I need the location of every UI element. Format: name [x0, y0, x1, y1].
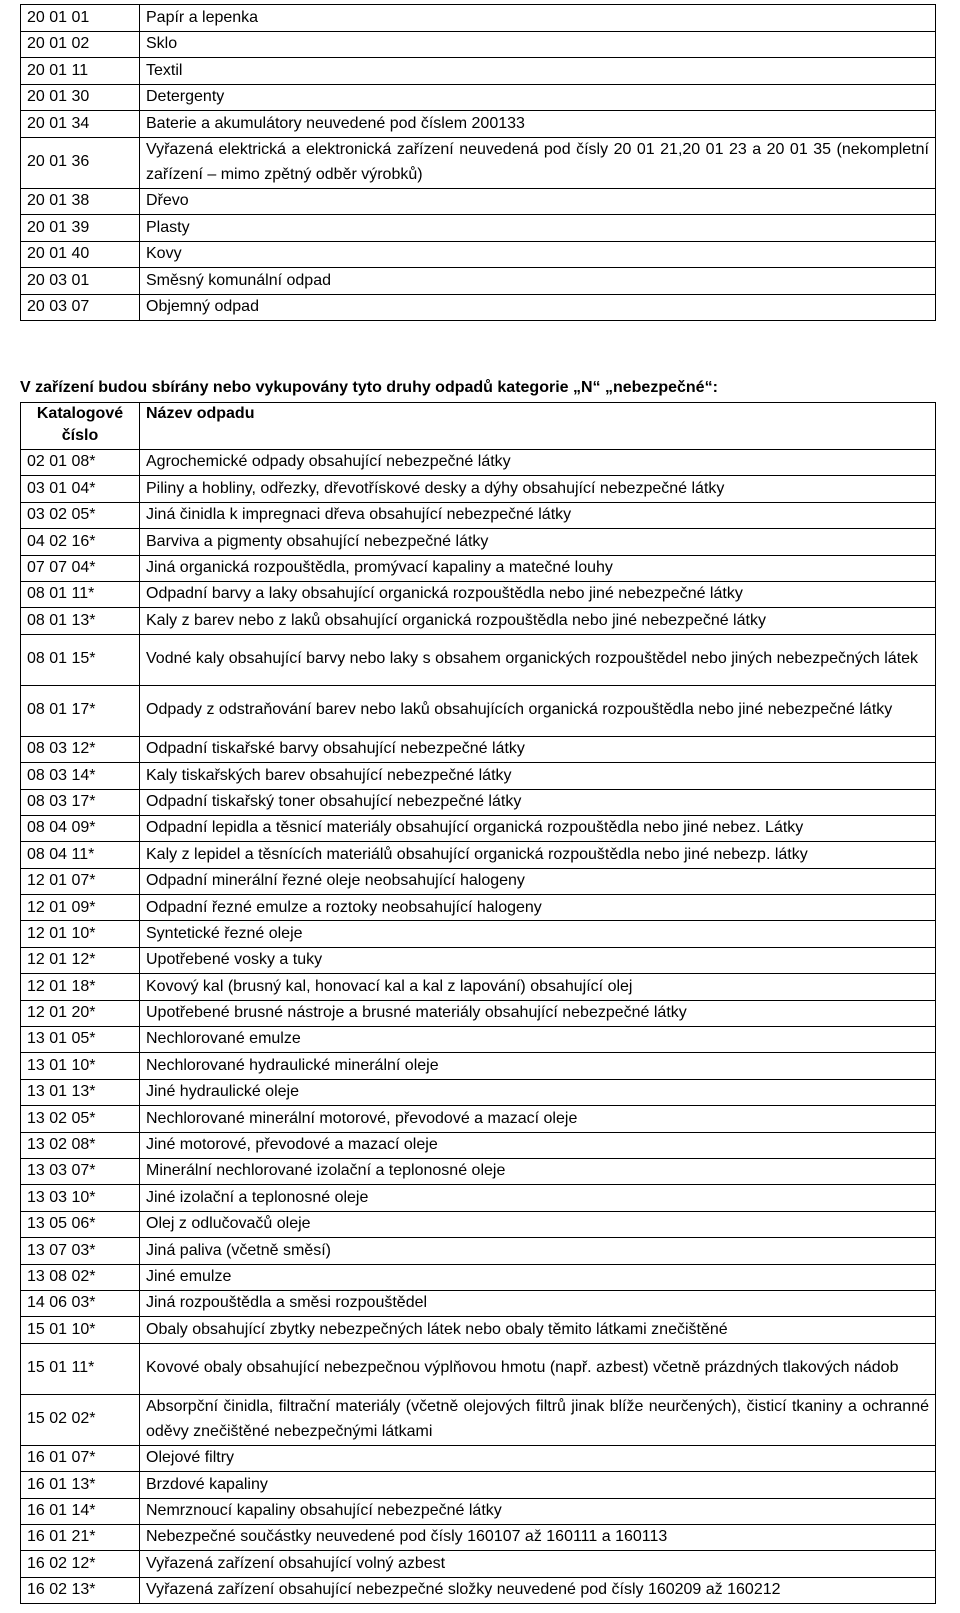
table-row [21, 974, 936, 1000]
waste-name: Piliny a hobliny, odřezky, dřevotřískové desky a dýhy obsahující nebezpečné látky [140, 476, 936, 502]
waste-name: Objemný odpad [140, 294, 936, 321]
waste-code: 20 01 40 [21, 241, 140, 268]
waste-name: Odpadní řezné emulze a roztoky neobsahující halogeny [140, 895, 936, 921]
waste-code: 16 01 07* [21, 1445, 140, 1471]
waste-code: 20 01 02 [21, 31, 140, 58]
waste-name: Odpadní minerální řezné oleje neobsahující halogeny [140, 868, 936, 894]
waste-table-hazardous [20, 402, 936, 1604]
waste-code: 08 01 17* [21, 685, 140, 736]
waste-code: 12 01 12* [21, 947, 140, 973]
table-row [21, 1053, 936, 1079]
table-row [21, 215, 936, 242]
waste-name: Kaly tiskařských barev obsahující nebezpečné látky [140, 763, 936, 789]
waste-code: 20 03 07 [21, 294, 140, 321]
table-row [21, 1524, 936, 1550]
waste-name: Kovy [140, 241, 936, 268]
waste-code: 20 01 01 [21, 5, 140, 32]
table-row [21, 895, 936, 921]
table-row [21, 111, 936, 138]
waste-name: Odpadní tiskařský toner obsahující nebezpečné látky [140, 789, 936, 815]
waste-name: Sklo [140, 31, 936, 58]
waste-code: 08 01 15* [21, 634, 140, 685]
waste-name: Vodné kaly obsahující barvy nebo laky s obsahem organických rozpouštědel nebo jiných nebezpečných látek [140, 634, 936, 685]
waste-code: 13 02 05* [21, 1106, 140, 1132]
column-header-name: Název odpadu [140, 403, 936, 450]
waste-code: 14 06 03* [21, 1290, 140, 1316]
waste-name: Barviva a pigmenty obsahující nebezpečné látky [140, 529, 936, 555]
table-row [21, 634, 936, 685]
table-row [21, 763, 936, 789]
table-row [21, 31, 936, 58]
waste-code: 16 02 13* [21, 1577, 140, 1603]
waste-name: Textil [140, 58, 936, 85]
table-row [21, 529, 936, 555]
waste-name: Jiné emulze [140, 1264, 936, 1290]
waste-name: Plasty [140, 215, 936, 242]
table-row [21, 188, 936, 215]
table-row [21, 685, 936, 736]
section-heading: V zařízení budou sbírány nebo vykupovány tyto druhy odpadů kategorie „N“ „nebezpečné“: [20, 379, 718, 396]
waste-name: Syntetické řezné oleje [140, 921, 936, 947]
waste-code: 13 03 10* [21, 1185, 140, 1211]
table-row [21, 1000, 936, 1026]
table-row [21, 842, 936, 868]
table-row [21, 1498, 936, 1524]
waste-code: 08 01 11* [21, 581, 140, 607]
waste-name: Jiná rozpouštědla a směsi rozpouštědel [140, 1290, 936, 1316]
waste-code: 13 08 02* [21, 1264, 140, 1290]
table-row [21, 581, 936, 607]
waste-code: 15 02 02* [21, 1394, 140, 1445]
table-row [21, 241, 936, 268]
waste-name: Nechlorované emulze [140, 1027, 936, 1053]
table-row [21, 502, 936, 528]
waste-code: 13 01 10* [21, 1053, 140, 1079]
table-row [21, 1445, 936, 1471]
waste-code: 16 01 21* [21, 1524, 140, 1550]
waste-code: 12 01 09* [21, 895, 140, 921]
table-row [21, 137, 936, 188]
table-row [21, 1264, 936, 1290]
table-row [21, 84, 936, 111]
waste-name: Jiné izolační a teplonosné oleje [140, 1185, 936, 1211]
waste-name: Jiné hydraulické oleje [140, 1079, 936, 1105]
table-row [21, 5, 936, 32]
waste-code: 16 01 13* [21, 1472, 140, 1498]
table-row [21, 736, 936, 762]
waste-name: Papír a lepenka [140, 5, 936, 32]
waste-name: Směsný komunální odpad [140, 268, 936, 295]
waste-name: Agrochemické odpady obsahující nebezpečné látky [140, 450, 936, 476]
waste-name: Vyřazená elektrická a elektronická zařízení neuvedená pod čísly 20 01 21,20 01 23 a 20 01 35 (nekompletní zařízení – mimo zpětný odběr výrobků) [140, 137, 936, 188]
table-row [21, 555, 936, 581]
table-row [21, 1158, 936, 1184]
table-row [21, 1577, 936, 1603]
waste-code: 13 01 13* [21, 1079, 140, 1105]
waste-code: 03 02 05* [21, 502, 140, 528]
waste-code: 02 01 08* [21, 450, 140, 476]
waste-code: 20 03 01 [21, 268, 140, 295]
waste-name: Olej z odlučovačů oleje [140, 1211, 936, 1237]
waste-name: Nechlorované minerální motorové, převodové a mazací oleje [140, 1106, 936, 1132]
table-row [21, 1185, 936, 1211]
table-row [21, 815, 936, 841]
table-row [21, 294, 936, 321]
waste-code: 08 03 17* [21, 789, 140, 815]
waste-code: 16 01 14* [21, 1498, 140, 1524]
table-row [21, 1290, 936, 1316]
waste-name: Vyřazená zařízení obsahující nebezpečné složky neuvedené pod čísly 160209 až 160212 [140, 1577, 936, 1603]
waste-name: Kaly z barev nebo z laků obsahující organická rozpouštědla nebo jiné nebezpečné látky [140, 608, 936, 634]
table-row [21, 608, 936, 634]
waste-code: 20 01 39 [21, 215, 140, 242]
table-row [21, 1394, 936, 1445]
waste-code: 13 07 03* [21, 1238, 140, 1264]
waste-code: 12 01 20* [21, 1000, 140, 1026]
waste-name: Upotřebené vosky a tuky [140, 947, 936, 973]
waste-name: Kovové obaly obsahující nebezpečnou výplňovou hmotu (např. azbest) včetně prázdných tlakových nádob [140, 1343, 936, 1394]
table-row [21, 1079, 936, 1105]
table-row [21, 1132, 936, 1158]
waste-name: Upotřebené brusné nástroje a brusné materiály obsahující nebezpečné látky [140, 1000, 936, 1026]
table-row [21, 1027, 936, 1053]
waste-name: Brzdové kapaliny [140, 1472, 936, 1498]
waste-code: 13 05 06* [21, 1211, 140, 1237]
waste-name: Jiné motorové, převodové a mazací oleje [140, 1132, 936, 1158]
waste-code: 08 04 09* [21, 815, 140, 841]
waste-name: Kaly z lepidel a těsnících materiálů obsahující organická rozpouštědla nebo jiné nebezp. látky [140, 842, 936, 868]
waste-code: 20 01 36 [21, 137, 140, 188]
waste-code: 20 01 30 [21, 84, 140, 111]
waste-code: 04 02 16* [21, 529, 140, 555]
table-row [21, 789, 936, 815]
waste-code: 08 03 14* [21, 763, 140, 789]
waste-code: 08 03 12* [21, 736, 140, 762]
waste-name: Nemrznoucí kapaliny obsahující nebezpečné látky [140, 1498, 936, 1524]
waste-name: Vyřazená zařízení obsahující volný azbest [140, 1551, 936, 1577]
waste-code: 15 01 11* [21, 1343, 140, 1394]
waste-name: Obaly obsahující zbytky nebezpečných látek nebo obaly těmito látkami znečištěné [140, 1317, 936, 1343]
waste-name: Kovový kal (brusný kal, honovací kal a kal z lapování) obsahující olej [140, 974, 936, 1000]
table-row [21, 1106, 936, 1132]
waste-name: Jiná organická rozpouštědla, promývací kapaliny a matečné louhy [140, 555, 936, 581]
waste-name: Nechlorované hydraulické minerální oleje [140, 1053, 936, 1079]
waste-table-general [20, 4, 936, 321]
table-row [21, 1343, 936, 1394]
waste-code: 15 01 10* [21, 1317, 140, 1343]
table-header-row [21, 403, 936, 450]
waste-code: 12 01 07* [21, 868, 140, 894]
table-row [21, 868, 936, 894]
waste-name: Nebezpečné součástky neuvedené pod čísly 160107 až 160111 a 160113 [140, 1524, 936, 1550]
waste-name: Odpady z odstraňování barev nebo laků obsahujících organická rozpouštědla nebo jiné nebezpečné látky [140, 685, 936, 736]
waste-name: Jiná činidla k impregnaci dřeva obsahující nebezpečné látky [140, 502, 936, 528]
waste-code: 13 01 05* [21, 1027, 140, 1053]
waste-name: Odpadní tiskařské barvy obsahující nebezpečné látky [140, 736, 936, 762]
table-row [21, 947, 936, 973]
waste-code: 20 01 38 [21, 188, 140, 215]
waste-code: 03 01 04* [21, 476, 140, 502]
waste-code: 20 01 34 [21, 111, 140, 138]
table-row [21, 1238, 936, 1264]
table-row [21, 58, 936, 85]
table-row [21, 268, 936, 295]
waste-name: Detergenty [140, 84, 936, 111]
waste-name: Odpadní lepidla a těsnicí materiály obsahující organická rozpouštědla nebo jiné nebez. Látky [140, 815, 936, 841]
waste-code: 20 01 11 [21, 58, 140, 85]
table-row [21, 450, 936, 476]
table-row [21, 1211, 936, 1237]
waste-code: 13 03 07* [21, 1158, 140, 1184]
waste-code: 12 01 10* [21, 921, 140, 947]
waste-code: 13 02 08* [21, 1132, 140, 1158]
waste-name: Dřevo [140, 188, 936, 215]
waste-code: 07 07 04* [21, 555, 140, 581]
waste-name: Absorpční činidla, filtrační materiály (včetně olejových filtrů jinak blíže neurčených), čisticí tkaniny a ochranné oděvy znečištěné nebezpečnými látkami [140, 1394, 936, 1445]
waste-name: Jiná paliva (včetně směsí) [140, 1238, 936, 1264]
column-header-code: Katalogové číslo [21, 403, 140, 450]
waste-name: Olejové filtry [140, 1445, 936, 1471]
table-row [21, 921, 936, 947]
table-row [21, 476, 936, 502]
table-row [21, 1551, 936, 1577]
waste-code: 12 01 18* [21, 974, 140, 1000]
waste-name: Minerální nechlorované izolační a teplonosné oleje [140, 1158, 936, 1184]
waste-name: Odpadní barvy a laky obsahující organická rozpouštědla nebo jiné nebezpečné látky [140, 581, 936, 607]
waste-code: 16 02 12* [21, 1551, 140, 1577]
table-row [21, 1472, 936, 1498]
waste-code: 08 04 11* [21, 842, 140, 868]
waste-name: Baterie a akumulátory neuvedené pod číslem 200133 [140, 111, 936, 138]
table-row [21, 1317, 936, 1343]
waste-code: 08 01 13* [21, 608, 140, 634]
